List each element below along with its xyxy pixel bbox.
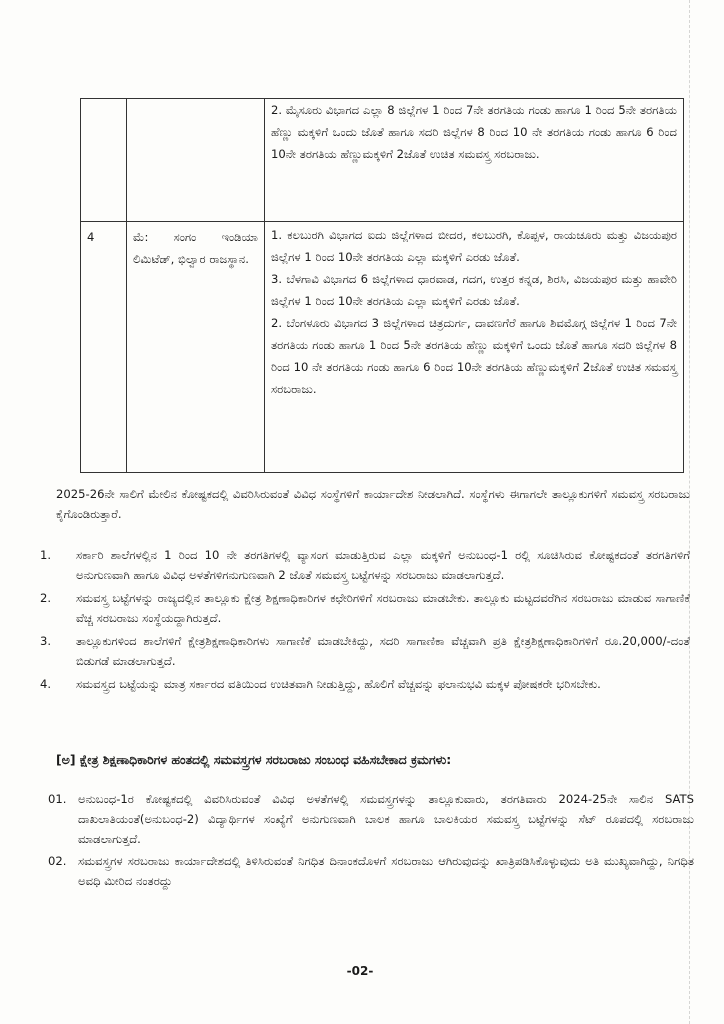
serial-number-cell: 4 xyxy=(81,222,127,473)
table-row xyxy=(81,222,684,473)
intro-paragraph: 2025-26ನೇ ಸಾಲಿಗೆ ಮೇಲಿನ ಕೋಷ್ಟಕದಲ್ಲಿ ವಿವರಿಸಿರುವಂತೆ ವಿವಿಧ ಸಂಸ್ಥೆಗಳಿಗೆ ಕಾರ್ಯಾದೇಶ ನೀಡಲಾಗಿದೆ. ಸಂಸ್ಥೆಗಳು ಈಗಾಗಲೇ ತಾಲ್ಲೂಕುಗಳಿಗೆ ಸಮವಸ್ತ್ರ ಸರಬರಾಜು ಕೈಗೊಂಡಿರುತ್ತಾರೆ. xyxy=(56,487,690,521)
supply-table xyxy=(80,98,684,473)
step-text: ಅನುಬಂಧ-1ರ ಕೋಷ್ಟಕದಲ್ಲಿ ವಿವರಿಸಿರುವಂತೆ ವಿವಿಧ ಅಳತೆಗಳಲ್ಲಿ ಸಮವಸ್ತ್ರಗಳನ್ನು ತಾಲ್ಲೂಕುವಾರು, ತರಗತಿವಾರು 2024-25ನೇ ಸಾಲಿನ SATS ದಾಖಲಾತಿಯಂತೆ(ಅನುಬಂಧ-2) ವಿದ್ಯಾರ್ಥಿಗಳ ಸಂಖ್ಯೆಗೆ ಅನುಗುಣವಾಗಿ ಬಾಲಕ ಹಾಗೂ ಬಾಲಕಿಯರ ಸಮವಸ್ತ್ರ ಬಟ್ಟೆಗಳನ್ನು ಸೆಟ್ ರೂಪದಲ್ಲಿ ಸರಬರಾಜು ಮಾಡಲಾಗುತ್ತದೆ. xyxy=(78,792,694,846)
list-item xyxy=(40,545,690,585)
list-text: ತಾಲ್ಲೂಕುಗಳಿಂದ ಶಾಲೆಗಳಿಗೆ ಕ್ಷೇತ್ರಶಿಕ್ಷಣಾಧಿಕಾರಿಗಳು ಸಾಗಾಣಿಕೆ ಮಾಡಬೇಕಿದ್ದು, ಸದರಿ ಸಾಗಾಣಿಕಾ ವೆಚ್ಚವಾಗಿ ಪ್ರತಿ ಕ್ಷೇತ್ರಶಿಕ್ಷಣಾಧಿಕಾರಿಗಳಿಗೆ ರೂ.20,000/-ದಂತೆ ಬಿಡುಗಡೆ ಮಾಡಲಾಗುತ್ತದೆ. xyxy=(76,634,690,668)
list-number: 3. xyxy=(40,634,52,648)
list-text: ಸಮವಸ್ತ್ರದ ಬಟ್ಟೆಯನ್ನು ಮಾತ್ರ ಸರ್ಕಾರದ ವತಿಯಿಂದ ಉಚಿತವಾಗಿ ನೀಡುತ್ತಿದ್ದು, ಹೊಲಿಗೆ ವೆಚ್ಚವನ್ನು ಫಲಾನುಭವಿ ಮಕ್ಕಳ ಪೋಷಕರೇ ಭರಿಸಬೇಕು. xyxy=(76,677,601,691)
firm-name-cell: ಮೆ: ಸಂಗಂ ಇಂಡಿಯಾ ಲಿಮಿಟೆಡ್, ಭಿಲ್ವಾರ ರಾಜಸ್ಥಾನ. xyxy=(127,222,265,473)
firm-name-cell xyxy=(127,99,265,222)
list-text: ಸರ್ಕಾರಿ ಶಾಲೆಗಳಲ್ಲಿನ 1 ರಿಂದ 10 ನೇ ತರಗತಿಗಳಲ್ಲಿ ವ್ಯಾಸಂಗ ಮಾಡುತ್ತಿರುವ ಎಲ್ಲಾ ಮಕ್ಕಳಿಗೆ ಅನುಬಂಧ-1 ರಲ್ಲಿ ಸೂಚಿಸಿರುವ ಕೋಷ್ಟಕದಂತೆ ತರಗತಿಗಳಿಗೆ ಅನುಗುಣವಾಗಿ ಹಾಗೂ ವಿವಿಧ ಅಳತೆಗಳಿಗನುಗುಣವಾಗಿ 2 ಜೊತೆ ಸಮವಸ್ತ್ರ ಬಟ್ಟೆಗಳನ್ನು ಸರಬರಾಜು ಮಾಡಲಾಗುತ್ತದೆ. xyxy=(76,548,690,582)
list-number: 2. xyxy=(40,591,52,605)
serial-number-cell xyxy=(81,99,127,222)
list-number: 4. xyxy=(40,677,52,691)
list-number: 1. xyxy=(40,548,52,562)
step-text: ಸಮವಸ್ತ್ರಗಳ ಸರಬರಾಜು ಕಾರ್ಯಾದೇಶದಲ್ಲಿ ತಿಳಿಸಿರುವಂತೆ ನಿಗಧಿತ ದಿನಾಂಕದೊಳಗೆ ಸರಬರಾಜು ಆಗಿರುವುದನ್ನು ಖಾತ್ರಿಪಡಿಸಿಕೊಳ್ಳುವುದು ಅತಿ ಮುಖ್ಯವಾಗಿದ್ದು, ನಿಗಧಿತ ಅವಧಿ ಮೀರಿದ ನಂತರದ್ದು xyxy=(78,854,694,888)
page-number: -02- xyxy=(346,964,374,978)
supply-description-cell xyxy=(265,99,684,222)
list-item xyxy=(40,674,690,694)
scan-margin xyxy=(689,0,724,1024)
supply-item: 1. ಕಲಬುರಗಿ ವಿಭಾಗದ ಐದು ಜಿಲ್ಲೆಗಳಾದ ಬೀದರ, ಕಲಬುರಗಿ, ಕೊಪ್ಪಳ, ರಾಯಚೂರು ಮತ್ತು ವಿಜಯಪುರ ಜಿಲ್ಲೆಗಳ 1 ರಿಂದ 10ನೇ ತರಗತಿಯ ಎಲ್ಲಾ ಮಕ್ಕಳಿಗೆ ಎರಡು ಜೊತೆ. xyxy=(271,228,677,264)
list-item xyxy=(48,789,694,849)
supply-item: 2. ಬೆಂಗಳೂರು ವಿಭಾಗದ 3 ಜಿಲ್ಲೆಗಳಾದ ಚಿತ್ರದುರ್ಗ, ದಾವಣಗೆರೆ ಹಾಗೂ ಶಿವಮೊಗ್ಗ ಜಿಲ್ಲೆಗಳ 1 ರಿಂದ 7ನೇ ತರಗತಿಯ ಗಂಡು ಹಾಗೂ 1 ರಿಂದ 5ನೇ ತರಗತಿಯ ಹೆಣ್ಣು ಮಕ್ಕಳಿಗೆ ಒಂದು ಜೊತೆ ಹಾಗೂ ಸದರಿ ಜಿಲ್ಲೆಗಳ 8 ರಿಂದ 10 ನೇ ತರಗತಿಯ ಗಂಡು ಹಾಗೂ 6 ರಿಂದ 10ನೇ ತರಗತಿಯ ಹೆಣ್ಣುಮಕ್ಕಳಿಗೆ 2ಜೊತೆ ಉಚಿತ ಸಮವಸ್ತ್ರ ಸರಬರಾಜು. xyxy=(271,316,677,396)
list-item xyxy=(40,631,690,671)
supply-item: 3. ಬೆಳಗಾವಿ ವಿಭಾಗದ 6 ಜಿಲ್ಲೆಗಳಾದ ಧಾರವಾಡ, ಗದಗ, ಉತ್ತರ ಕನ್ನಡ, ಶಿರಸಿ, ವಿಜಯಪುರ ಮತ್ತು ಹಾವೇರಿ ಜಿಲ್ಲೆಗಳ 1 ರಿಂದ 10ನೇ ತರಗತಿಯ ಎಲ್ಲಾ ಮಕ್ಕಳಿಗೆ ಎರಡು ಜೊತೆ. xyxy=(271,272,677,308)
list-text: ಸಮವಸ್ತ್ರ ಬಟ್ಟೆಗಳನ್ನು ರಾಜ್ಯದಲ್ಲಿನ ತಾಲ್ಲೂಕು ಕ್ಷೇತ್ರ ಶಿಕ್ಷಣಾಧಿಕಾರಿಗಳ ಕಛೇರಿಗಳಿಗೆ ಸರಬರಾಜು ಮಾಡಬೇಕು. ತಾಲ್ಲೂಕು ಮಟ್ಟದವರೆಗಿನ ಸರಬರಾಜು ಮಾಡುವ ಸಾಗಾಣಿಕೆ ವೆಚ್ಚ ಸರಬರಾಜು ಸಂಸ್ಥೆಯದ್ದಾಗಿರುತ್ತದೆ. xyxy=(76,591,690,625)
section-heading: [ಅ] ಕ್ಷೇತ್ರ ಶಿಕ್ಷಣಾಧಿಕಾರಿಗಳ ಹಂತದಲ್ಲಿ ಸಮವಸ್ತ್ರಗಳ ಸರಬರಾಜು ಸಂಬಂಧ ವಹಿಸಬೇಕಾದ ಕ್ರಮಗಳು: xyxy=(56,752,452,767)
table-row xyxy=(81,99,684,222)
supply-item: 2. ಮೈಸೂರು ವಿಭಾಗದ ಎಲ್ಲಾ 8 ಜಿಲ್ಲೆಗಳ 1 ರಿಂದ 7ನೇ ತರಗತಿಯ ಗಂಡು ಹಾಗೂ 1 ರಿಂದ 5ನೇ ತರಗತಿಯ ಹೆಣ್ಣು ಮಕ್ಕಳಿಗೆ ಒಂದು ಜೊತೆ ಹಾಗೂ ಸದರಿ ಜಿಲ್ಲೆಗಳ 8 ರಿಂದ 10 ನೇ ತರಗತಿಯ ಗಂಡು ಹಾಗೂ 6 ರಿಂದ 10ನೇ ತರಗತಿಯ ಹೆಣ್ಣುಮಕ್ಕಳಿಗೆ 2ಜೊತೆ ಉಚಿತ ಸಮವಸ್ತ್ರ ಸರಬರಾಜು. xyxy=(271,103,677,161)
step-number: 02. xyxy=(48,854,67,868)
steps-list xyxy=(48,789,694,893)
list-item xyxy=(48,851,694,891)
points-list xyxy=(40,545,690,697)
step-number: 01. xyxy=(48,792,67,806)
supply-description-cell xyxy=(265,222,684,473)
list-item xyxy=(40,588,690,628)
